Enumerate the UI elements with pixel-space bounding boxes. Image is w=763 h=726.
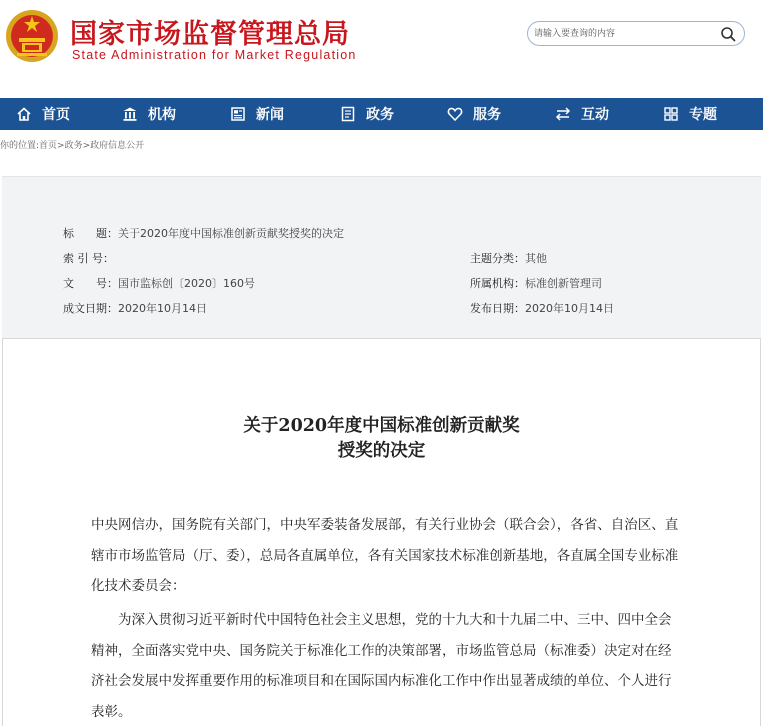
meta-category-row <box>470 250 547 266</box>
interaction-arrows-icon <box>555 106 571 122</box>
search-input[interactable] <box>534 24 714 43</box>
meta-org-label: 所属机构： <box>470 277 525 290</box>
nav-label-interaction: 互动 <box>581 107 609 123</box>
meta-category-label: 主题分类： <box>470 252 525 265</box>
site-title[interactable]: 国家市场监督管理总局 <box>70 19 350 50</box>
meta-index-row <box>63 250 114 266</box>
meta-created-value: 2020年10月14日 <box>118 302 207 315</box>
site-title-english: State Administration for Market Regulation <box>72 48 357 62</box>
organization-icon <box>122 106 138 122</box>
nav-item-organization[interactable] <box>122 98 176 130</box>
nav-item-government-affairs[interactable] <box>340 98 394 130</box>
document-addressee: 中央网信办，国务院有关部门，中央军委装备发展部，有关行业协会（联合会），各省、自治区、直辖市市场监管局（厅、委），总局各直属单位，各有关国家技术标准创新基地，各直属全国专业标准化技术委员会： <box>91 517 679 594</box>
meta-created-label: 成文日期： <box>63 302 118 315</box>
nav-label-topics: 专题 <box>689 107 717 123</box>
meta-title-value: 关于2020年度中国标准创新贡献奖授奖的决定 <box>118 227 344 240</box>
home-icon <box>16 106 32 122</box>
main-nav <box>0 98 763 130</box>
nav-item-news[interactable] <box>230 98 284 130</box>
nav-label-service: 服务 <box>473 107 501 123</box>
meta-title-label: 标 题： <box>63 227 118 240</box>
meta-docno-label: 文 号： <box>63 277 118 290</box>
nav-item-interaction[interactable] <box>555 98 609 130</box>
search-icon[interactable] <box>720 26 736 42</box>
meta-docno-value: 国市监标创〔2020〕160号 <box>118 277 255 290</box>
government-affairs-icon <box>340 106 356 122</box>
meta-title-row <box>63 225 344 241</box>
topics-grid-icon <box>663 106 679 122</box>
document-body-paragraph: 为深入贯彻习近平新时代中国特色社会主义思想，党的十九大和十九届二中、三中、四中全会精神，全面落实党中央、国务院关于标准化工作的决策部署，市场监管总局（标准委）决定对在经济社会发展中发挥重要作用的标准项目和在国际国内标准化工作中作出显著成绩的单位、个人进行表彰。 <box>91 612 672 720</box>
meta-docno-row <box>63 275 255 291</box>
site-header <box>0 0 763 98</box>
meta-org-value: 标准创新管理司 <box>525 277 602 290</box>
service-heart-icon <box>447 106 463 122</box>
meta-published-row <box>470 300 614 316</box>
search-box <box>527 21 745 46</box>
nav-label-government-affairs: 政务 <box>366 107 394 123</box>
meta-org-row <box>470 275 602 291</box>
meta-published-label: 发布日期： <box>470 302 525 315</box>
document-title <box>0 414 763 464</box>
meta-created-row <box>63 300 207 316</box>
nav-label-news: 新闻 <box>256 107 284 123</box>
meta-category-value: 其他 <box>525 252 547 265</box>
national-emblem-logo[interactable] <box>5 8 59 64</box>
breadcrumb[interactable]: 你的位置:首页>政务>政府信息公开 <box>0 141 145 151</box>
document-title-line-2: 授奖的决定 <box>337 441 426 461</box>
meta-index-label: 索 引 号： <box>63 252 114 265</box>
document-title-line-1: 关于2020年度中国标准创新贡献奖 <box>243 416 520 436</box>
nav-label-organization: 机构 <box>148 107 176 123</box>
nav-label-home: 首页 <box>42 107 70 123</box>
meta-published-value: 2020年10月14日 <box>525 302 614 315</box>
news-icon <box>230 106 246 122</box>
nav-item-home[interactable] <box>16 98 70 130</box>
nav-item-service[interactable] <box>447 98 501 130</box>
nav-item-topics[interactable] <box>663 98 717 130</box>
